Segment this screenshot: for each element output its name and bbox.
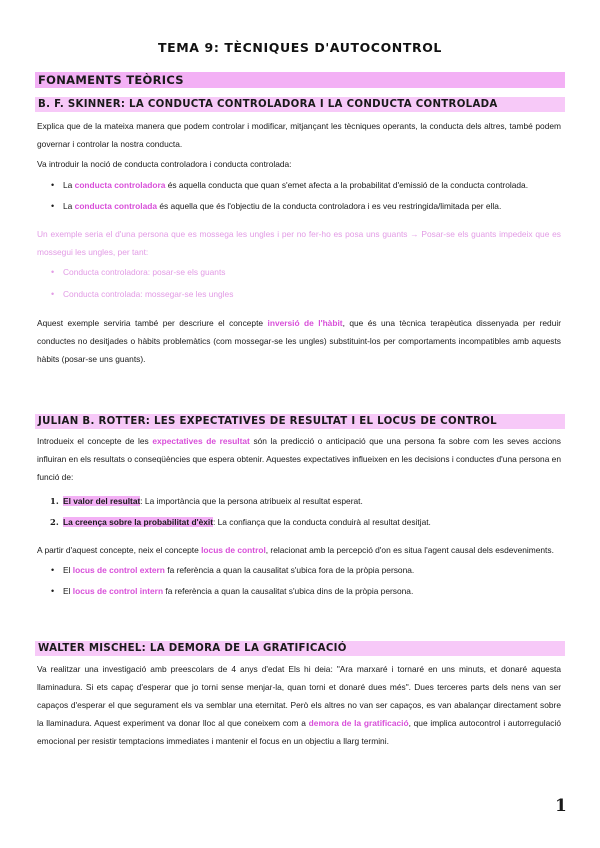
key-term: conducta controladora [74,180,166,190]
bullet-marker: • [51,586,55,596]
list-number: 2. [50,517,59,527]
paragraph: A partir d'aquest concepte, neix el concepte locus de control, relacionat amb la percepció d'on es situa l'agent causal dels esdeveniments. [37,545,554,555]
numbered-item: La creença sobre la probabilitat d'èxit: La confiança que la conducta conduirà al resultat desitjat. [63,517,431,527]
bullet-marker: • [51,565,55,575]
key-term: inversió de l'hàbit [267,318,343,328]
key-term: expectatives de resultat [152,436,250,446]
highlighted-term: El valor del resultat [63,496,141,506]
paragraph: Va realitzar una investigació amb preescolars de 4 anys d'edat Els hi deia: "Ara marxaré i tornaré en uns minuts, et donaré aquesta llaminadura. Si ets capaç d'esperar que jo torni sense menjar-la, quan torni et donaré dues més". Dues terceres parts dels nens van ser capaços d'esperar el que segurament els va semblar una eternitat. Però els altres no van ser capaços, es van abalançar directament sobre la llaminadura. Aquest experiment va donar lloc al que coneixem com a demora de la gratificació, que implica autocontrol i autorregulació emocional per resistir temptacions immediates i mantenir el focus en un objectiu a llarg termini. [37,664,561,746]
paragraph: Introdueix el concepte de les expectatives de resultat són la predicció o anticipació que una persona fa sobre com les seves accions influiran en els resultats o conseqüències que espera obtenir. Aquestes expectatives influeixen en les decisions i conductes d'una persona en funció de: [37,436,561,482]
bullet-marker: • [51,180,55,190]
example-paragraph: Un exemple seria el d'una persona que es mossega les ungles i per no fer-ho es posa uns guants → Posar-se els guants impedeix que es mossegui les ungles, per tant: [37,229,561,257]
bullet-marker: • [51,201,55,211]
bullet-marker: • [51,267,55,277]
subsection-heading-mischel: WALTER MISCHEL: LA DEMORA DE LA GRATIFICACIÓ [35,641,565,656]
section-heading: FONAMENTS TEÒRICS [35,72,565,88]
list-item: El locus de control intern fa referència a quan la causalitat s'ubica dins de la pròpia persona. [63,586,414,596]
key-term: conducta controlada [74,201,158,211]
numbered-item: El valor del resultat: La importància que la persona atribueix al resultat esperat. [63,496,363,506]
subsection-heading-skinner: B. F. SKINNER: LA CONDUCTA CONTROLADORA I LA CONDUCTA CONTROLADA [35,97,565,112]
list-item: Conducta controlada: mossegar-se les ungles [63,289,234,299]
list-item: La conducta controlada és aquella que és l'objectiu de la conducta controladora i es veu restringida/limitada per ella. [63,201,502,211]
list-item: El locus de control extern fa referència a quan la causalitat s'ubica fora de la pròpia persona. [63,565,415,575]
document-title: TEMA 9: TÈCNIQUES D'AUTOCONTROL [158,40,442,55]
key-term: locus de control intern [72,586,164,596]
list-item: La conducta controladora és aquella conducta que quan s'emet afecta a la probabilitat d'emissió de la conducta controlada. [63,180,529,190]
paragraph: Va introduir la noció de conducta controladora i conducta controlada: [37,159,292,169]
key-term: demora de la gratificació [308,718,409,728]
bullet-marker: • [51,289,55,299]
highlighted-term: La creença sobre la probabilitat d'èxit [63,517,213,527]
page-number: 1 [555,796,567,816]
list-item: Conducta controladora: posar-se els guants [63,267,226,277]
paragraph: Explica que de la mateixa manera que podem controlar i modificar, mitjançant les tècniques operants, la conducta dels altres, també podem governar i controlar la nostra conducta. [37,121,561,149]
key-term: locus de control [201,545,266,555]
list-number: 1. [50,496,59,506]
paragraph: Aquest exemple serviria també per descriure el concepte inversió de l'hàbit, que és una tècnica terapèutica dissenyada per reduir conductes no desitjades o hàbits problemàtics (com mossegar-se les ungles) substituint-los per comportaments incompatibles amb aquests hàbits (posar-se uns guants). [37,318,561,364]
subsection-heading-rotter: JULIAN B. ROTTER: LES EXPECTATIVES DE RESULTAT I EL LOCUS DE CONTROL [35,414,565,429]
key-term: locus de control extern [72,565,165,575]
